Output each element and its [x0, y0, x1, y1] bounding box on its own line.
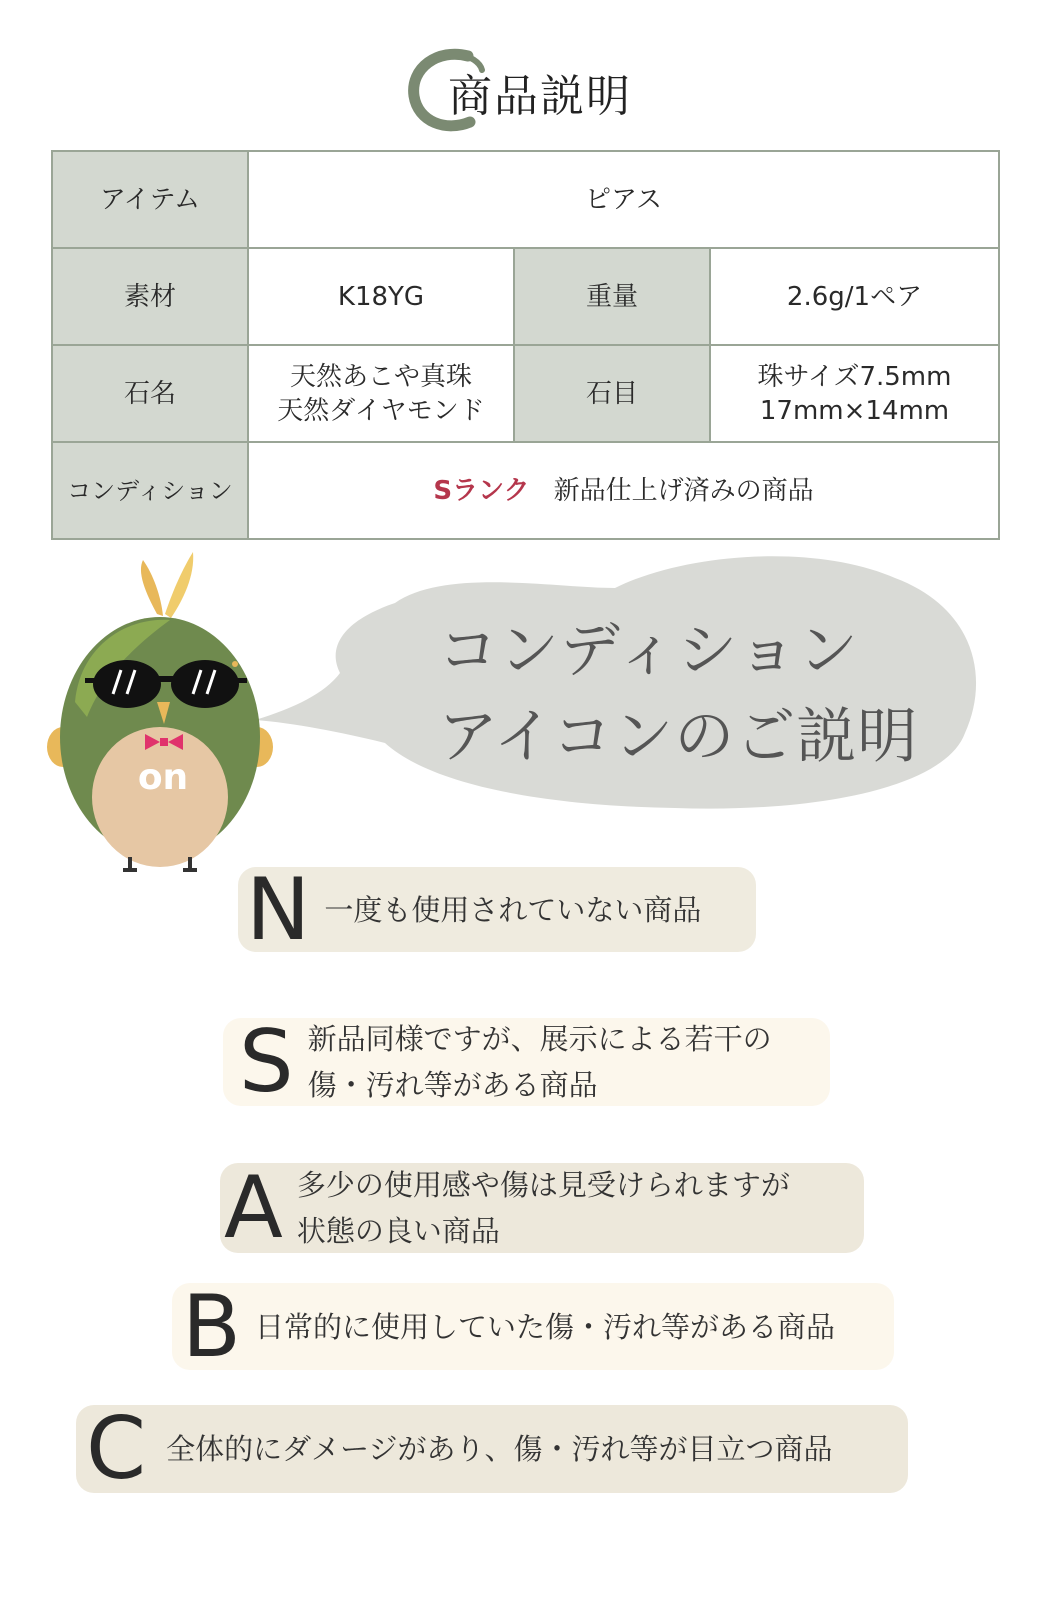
condition-letter: B [182, 1276, 241, 1377]
condition-desc-line: 一度も使用されていない商品 [324, 892, 702, 927]
condition-desc-line: 新品同様ですが、展示による若干の [307, 1022, 772, 1056]
spec-table [51, 150, 1000, 540]
owl-mascot-icon [45, 552, 280, 877]
condition-desc [297, 1162, 790, 1254]
item-value: ピアス [248, 151, 999, 248]
stone-size-line: 珠サイズ7.5mm [757, 361, 952, 392]
material-value: K18YG [248, 248, 514, 345]
condition-item-n [238, 859, 756, 960]
condition-desc [324, 887, 701, 933]
table-row [52, 442, 999, 539]
weight-value: 2.6g/1ペア [710, 248, 999, 345]
stone-value-line: 天然あこや真珠 [289, 361, 472, 392]
table-row [52, 345, 999, 442]
condition-text: 新品仕上げ済みの商品 [553, 475, 814, 506]
condition-desc [166, 1426, 832, 1472]
stone-value-line: 天然ダイヤモンド [277, 395, 485, 426]
item-label: アイテム [52, 151, 248, 248]
stone-size-value [710, 345, 999, 442]
condition-label: コンディション [52, 442, 248, 539]
page-title: 商品説明 [448, 71, 632, 122]
condition-letter: N [246, 859, 311, 960]
condition-desc-line: 傷・汚れ等がある商品 [307, 1068, 598, 1102]
stone-label: 石名 [52, 345, 248, 442]
condition-desc-line: 日常的に使用していた傷・汚れ等がある商品 [255, 1309, 836, 1344]
stone-size-label: 石目 [514, 345, 710, 442]
material-label: 素材 [52, 248, 248, 345]
condition-desc-line: 状態の良い商品 [296, 1214, 500, 1248]
stone-value [248, 345, 514, 442]
condition-item-c [76, 1399, 908, 1499]
condition-item-a [220, 1158, 864, 1258]
condition-desc [308, 1016, 772, 1108]
mascot-badge: on [137, 757, 189, 798]
bubble-line: コンディション [438, 616, 859, 686]
condition-letter: A [224, 1158, 283, 1258]
condition-item-s [223, 1012, 830, 1112]
condition-value [248, 442, 999, 539]
condition-letter: S [239, 1012, 294, 1112]
condition-letter: C [86, 1399, 147, 1499]
weight-label: 重量 [514, 248, 710, 345]
table-row [52, 151, 999, 248]
table-row [52, 248, 999, 345]
condition-desc [255, 1304, 835, 1350]
condition-item-b [172, 1276, 894, 1377]
bubble-text [438, 608, 918, 780]
condition-desc-line: 多少の使用感や傷は見受けられますが [296, 1168, 790, 1202]
section-title [0, 40, 1047, 130]
condition-desc-line: 全体的にダメージがあり、傷・汚れ等が目立つ商品 [166, 1432, 833, 1466]
stone-size-line: 17mm×14mm [759, 395, 950, 426]
bubble-line: アイコンのご説明 [438, 702, 919, 772]
condition-rank: Sランク [433, 475, 530, 506]
